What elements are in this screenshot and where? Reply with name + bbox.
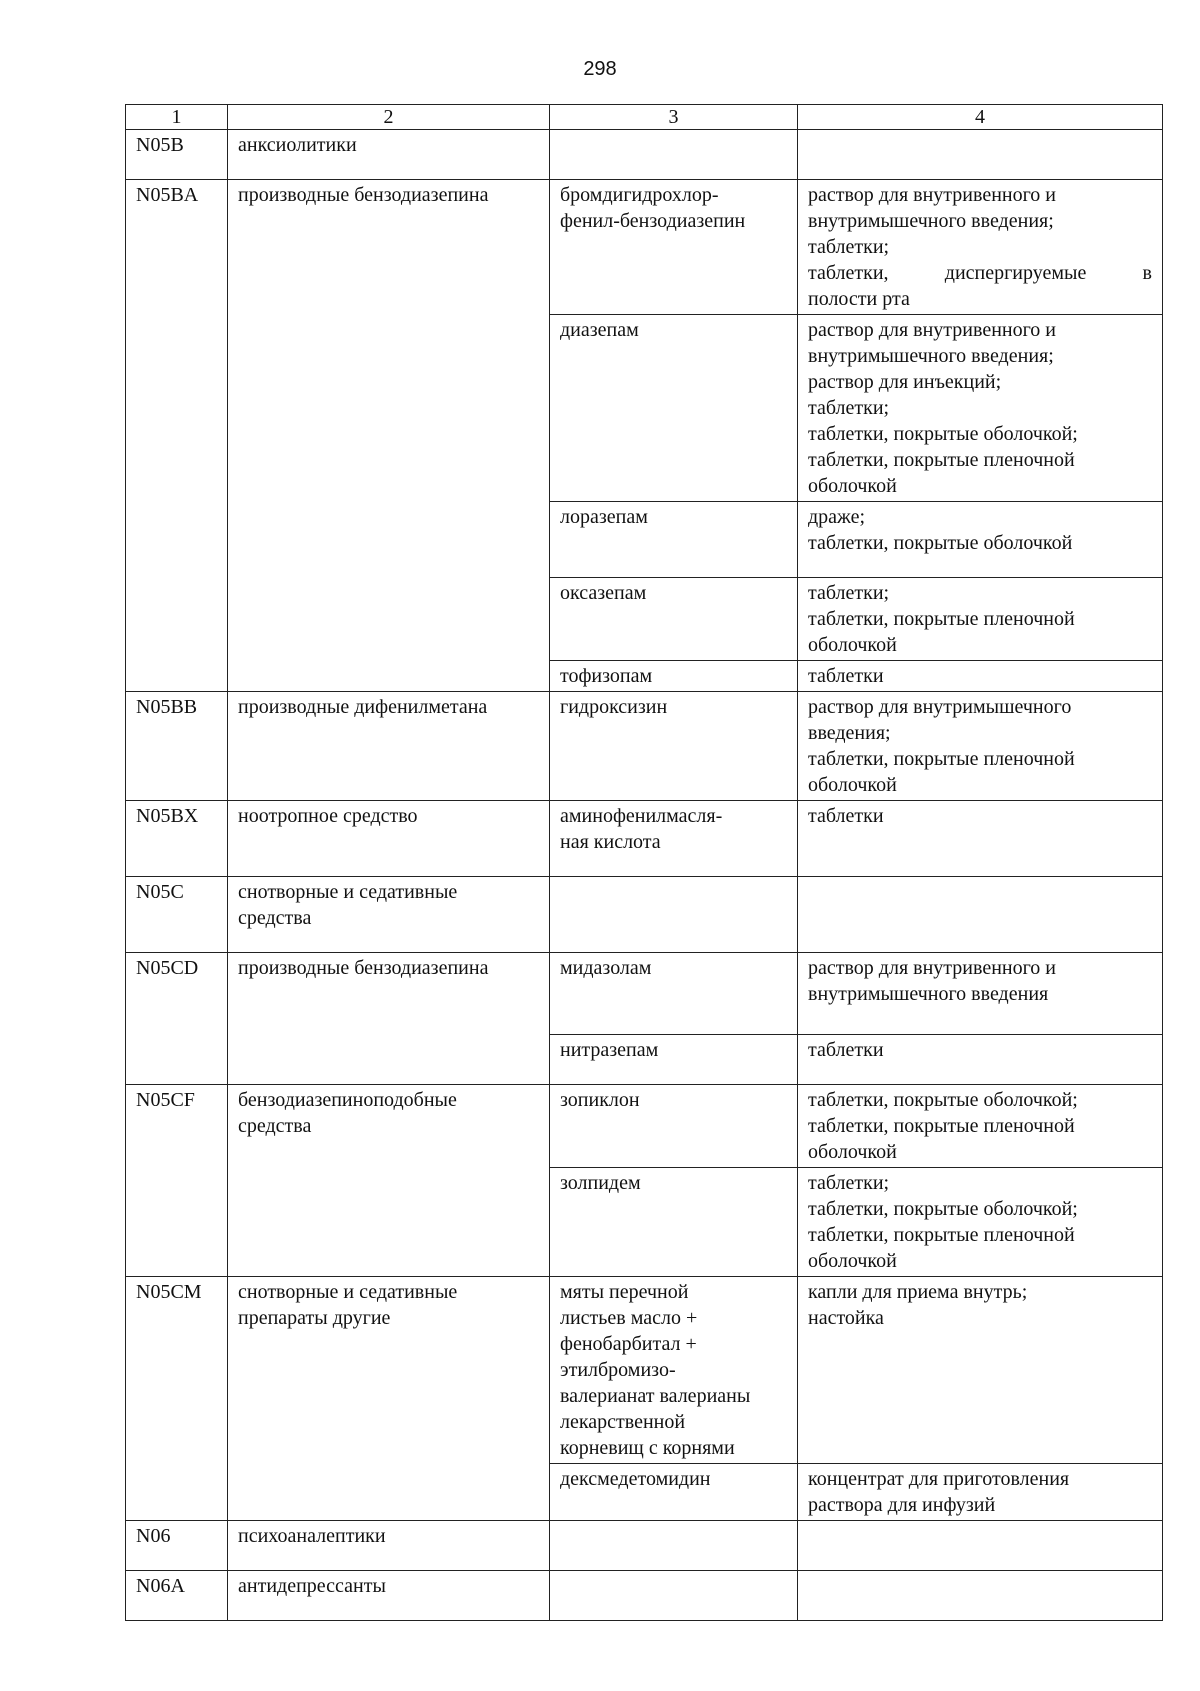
- atc-code-cell: N05C: [126, 877, 228, 953]
- dosage-form-word: таблетки,: [808, 262, 889, 284]
- group-name-cell: бензодиазепиноподобные средства: [228, 1085, 550, 1277]
- dosage-form-line: таблетки, покрытые оболочкой;: [808, 1089, 1078, 1111]
- dosage-form-line: раствор для внутримышечного: [808, 696, 1072, 718]
- dosage-form-line: раствор для внутривенного и: [808, 184, 1057, 206]
- drug-name-cell: золпидем: [550, 1168, 798, 1277]
- dosage-form-cell: [798, 692, 1163, 801]
- dosage-form-line: раствора для инфузий: [808, 1494, 996, 1516]
- atc-code-cell: N05CM: [126, 1277, 228, 1521]
- drug-name-cell: мяты перечной листьев масло + фенобарбитал + этилбромизо- валерианат валерианы лекарственной корневищ с корнями: [550, 1277, 798, 1464]
- dosage-form-cell: [798, 315, 1163, 502]
- page-number: 298: [583, 58, 617, 80]
- table-row: [126, 877, 1163, 953]
- dosage-form-line: раствор для внутривенного и: [808, 319, 1057, 341]
- atc-code-cell: N05B: [126, 130, 228, 180]
- table-row: [126, 1085, 1163, 1168]
- group-name-cell: производные бензодиазепина: [228, 180, 550, 692]
- table-row: [126, 1521, 1163, 1571]
- dosage-form-line: таблетки, покрытые пленочной: [808, 1115, 1075, 1137]
- dosage-form-line: оболочкой: [808, 634, 897, 656]
- drug-name-cell: аминофенилмасля- ная кислота: [550, 801, 798, 877]
- dosage-form-line: таблетки, покрытые оболочкой: [808, 532, 1073, 554]
- dosage-form-line: таблетки;: [808, 236, 890, 258]
- column-number: 1: [126, 105, 228, 130]
- dosage-form-line: оболочкой: [808, 1141, 897, 1163]
- dosage-form-cell: [798, 661, 1163, 692]
- dosage-form-line: таблетки, покрытые оболочкой;: [808, 423, 1078, 445]
- table-row: [126, 180, 1163, 315]
- drug-name-cell: оксазепам: [550, 578, 798, 661]
- drug-name-cell: бромдигидрохлор- фенил-бензодиазепин: [550, 180, 798, 315]
- dosage-form-line: драже;: [808, 506, 866, 528]
- dosage-form-line: полости рта: [808, 288, 910, 310]
- group-name-cell: производные дифенилметана: [228, 692, 550, 801]
- table-row: [126, 692, 1163, 801]
- table-row: [126, 801, 1163, 877]
- dosage-form-line: таблетки, покрытые пленочной: [808, 1224, 1075, 1246]
- atc-code-cell: N05BB: [126, 692, 228, 801]
- dosage-form-line: оболочкой: [808, 475, 897, 497]
- dosage-form-line: таблетки, покрытые пленочной: [808, 748, 1075, 770]
- dosage-form-line: настойка: [808, 1307, 884, 1329]
- column-number: 2: [228, 105, 550, 130]
- drug-name-cell: зопиклон: [550, 1085, 798, 1168]
- drug-name-cell: диазепам: [550, 315, 798, 502]
- drug-name-cell: лоразепам: [550, 502, 798, 578]
- dosage-form-cell: [798, 1035, 1163, 1085]
- dosage-form-line: капли для приема внутрь;: [808, 1281, 1028, 1303]
- dosage-form-cell: [798, 1464, 1163, 1521]
- drug-name-cell: [550, 877, 798, 953]
- dosage-form-cell: [798, 801, 1163, 877]
- dosage-form-word: в: [1142, 262, 1152, 284]
- column-number: 3: [550, 105, 798, 130]
- dosage-form-line: таблетки;: [808, 1172, 890, 1194]
- dosage-form-cell: [798, 1277, 1163, 1464]
- dosage-form-word: диспергируемые: [944, 262, 1087, 284]
- table-body: [126, 130, 1163, 1621]
- dosage-form-cell: [798, 1571, 1163, 1621]
- dosage-form-line: таблетки;: [808, 582, 890, 604]
- dosage-form-cell: [798, 578, 1163, 661]
- atc-code-cell: N06A: [126, 1571, 228, 1621]
- table-row: [126, 130, 1163, 180]
- dosage-form-line: концентрат для приготовления: [808, 1468, 1070, 1490]
- dosage-form-cell: [798, 130, 1163, 180]
- column-number: 4: [798, 105, 1163, 130]
- dosage-form-line: раствор для инъекций;: [808, 371, 1002, 393]
- dosage-form-line: оболочкой: [808, 774, 897, 796]
- dosage-form-cell: [798, 1168, 1163, 1277]
- group-name-cell: ноотропное средство: [228, 801, 550, 877]
- dosage-form-line: таблетки;: [808, 397, 890, 419]
- dosage-form-line: таблетки: [808, 1039, 884, 1061]
- dosage-form-line: введения;: [808, 722, 891, 744]
- column-number-row: [126, 105, 1163, 130]
- dosage-form-line: внутримышечного введения;: [808, 345, 1054, 367]
- atc-code-cell: N06: [126, 1521, 228, 1571]
- dosage-form-line: таблетки, покрытые пленочной: [808, 449, 1075, 471]
- group-name-cell: снотворные и седативные препараты другие: [228, 1277, 550, 1521]
- group-name-cell: снотворные и седативные средства: [228, 877, 550, 953]
- dosage-form-line: таблетки: [808, 665, 884, 687]
- dosage-form-line: таблетки, покрытые пленочной: [808, 608, 1075, 630]
- table-row: [126, 1277, 1163, 1464]
- table-row: [126, 953, 1163, 1035]
- dosage-form-line: раствор для внутривенного и: [808, 957, 1057, 979]
- dosage-form-line: таблетки, покрытые оболочкой;: [808, 1198, 1078, 1220]
- dosage-form-cell: [798, 1085, 1163, 1168]
- dosage-form-line: [808, 260, 1152, 286]
- drug-name-cell: тофизопам: [550, 661, 798, 692]
- atc-code-cell: N05BX: [126, 801, 228, 877]
- dosage-form-cell: [798, 180, 1163, 315]
- group-name-cell: антидепрессанты: [228, 1571, 550, 1621]
- dosage-form-line: оболочкой: [808, 1250, 897, 1272]
- dosage-form-cell: [798, 1521, 1163, 1571]
- atc-code-cell: N05CD: [126, 953, 228, 1085]
- drug-name-cell: нитразепам: [550, 1035, 798, 1085]
- dosage-form-cell: [798, 953, 1163, 1035]
- drug-name-cell: [550, 130, 798, 180]
- group-name-cell: психоаналептики: [228, 1521, 550, 1571]
- dosage-form-line: внутримышечного введения;: [808, 210, 1054, 232]
- table-row: [126, 1571, 1163, 1621]
- atc-code-cell: N05CF: [126, 1085, 228, 1277]
- drug-name-cell: дексмедетомидин: [550, 1464, 798, 1521]
- group-name-cell: производные бензодиазепина: [228, 953, 550, 1085]
- dosage-form-line: таблетки: [808, 805, 884, 827]
- drug-table: [125, 104, 1163, 1621]
- dosage-form-line: внутримышечного введения: [808, 983, 1049, 1005]
- dosage-form-cell: [798, 502, 1163, 578]
- drug-name-cell: [550, 1571, 798, 1621]
- group-name-cell: анксиолитики: [228, 130, 550, 180]
- drug-name-cell: гидроксизин: [550, 692, 798, 801]
- dosage-form-cell: [798, 877, 1163, 953]
- drug-name-cell: [550, 1521, 798, 1571]
- drug-name-cell: мидазолам: [550, 953, 798, 1035]
- atc-code-cell: N05BA: [126, 180, 228, 692]
